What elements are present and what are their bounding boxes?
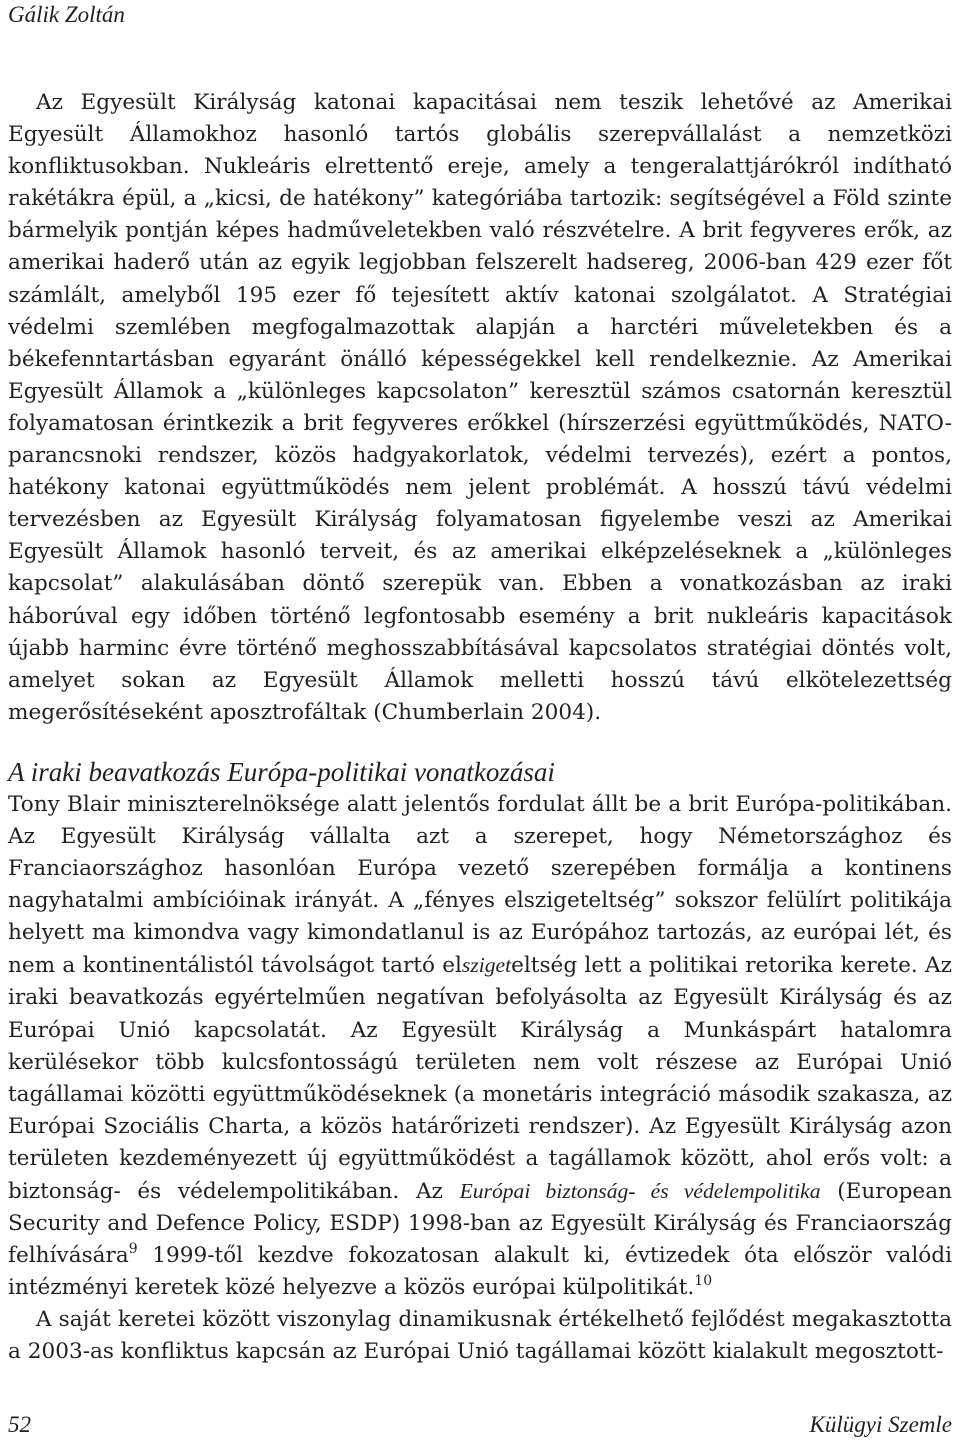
p2-island-italic: sziget xyxy=(461,953,512,978)
footnote-ref-9[interactable]: 9 xyxy=(128,1241,138,1258)
p2-esdp-italic: Európai biztonság- és védelempolitika xyxy=(459,1179,821,1203)
journal-title: Külügyi Szemle xyxy=(809,1412,952,1437)
footnote-ref-10[interactable]: 10 xyxy=(694,1273,713,1290)
section-heading: A iraki beavatkozás Európa-politikai vonatkozásai xyxy=(8,756,555,787)
paragraph-2 xyxy=(8,789,952,1305)
page-number: 52 xyxy=(8,1412,31,1437)
paragraph-1: Az Egyesült Királyság katonai kapacitásai nem teszik lehetővé az Amerikai Egyesült Államokhoz hasonló tartós globális szerepvállalást a nemzetközi konfliktusokban. Nukleáris elrettentő ereje, amely a tengeralattjárókról indítható rakétákra épül, a „kicsi, de hatékony” kategóriába tartozik: segítségével a Föld szinte bármelyik pontján képes hadműveletekben való részvételre. A brit fegyveres erők, az amerikai haderő után az egyik legjobban felszerelt hadsereg, 2006-ban 429 ezer főt számlált, amelyből 195 ezer fő tejesített aktív katonai szolgálatot. A Stratégiai védelmi szemlében megfogalmazottak alapján a harctéri műveletekben és a békefenntartásban egyaránt önálló képességekkel kell rendelkeznie. Az Amerikai Egyesült Államok a „különleges kapcsolaton” keresztül számos csatornán keresztül folyamatosan érintkezik a brit fegyveres erőkkel (hírszerzési együttműködés, NATO-parancsnoki rendszer, közös hadgyakorlatok, védelmi tervezés), ezért a pontos, hatékony katonai együttműködés nem jelent problémát. A hosszú távú védelmi tervezésben az Egyesült Királyság folyamatosan figyelembe veszi az Amerikai Egyesült Államok hasonló terveit, és az amerikai elképzeléseknek a „különleges kapcsolat” alakulásában döntő szerepük van. Ebben a vonatkozásban az iraki háborúval egy időben történő legfontosabb esemény a brit nukleáris kapacitások újabb harminc évre történő meghosszabbításával kapcsolatos stratégiai döntés volt, amelyet sokan az Egyesült Államok melletti hosszú távú elkötelezettség megerősítéseként aposztrofáltak (Chumberlain 2004). xyxy=(8,90,952,725)
running-header: Gálik Zoltán xyxy=(8,2,125,27)
p2-text-b: eltség lett a politikai retorika kerete. Az iraki beavatkozás egyértelműen negatívan befolyásolta az Egyesült Királyság és az Európai Unió kapcsolatát. Az Egyesült Királyság a Munkáspárt hatalomra kerülésekor több kulcsfontosságú területen nem volt részese az Európai Unió tagállamai közötti együttműködéseknek (a monetáris integráció második szakasza, az Európai Szociális Charta, a közös határőrizeti rendszer). Az Egyesült Királyság azon területen kezdeményezett új együttműködést a tagállamok között, ahol erős volt: a biztonság- és védelempolitikában. Az xyxy=(8,953,952,1204)
paragraph-3: A saját keretei között viszonylag dinamikusnak értékelhető fejlődést megakasztotta a 2003-as konfliktus kapcsán az Európai Unió tagállamai között kialakult megosztott- xyxy=(8,1307,952,1365)
p2-text-c: (European Security and Defence Policy, ESDP) 1998-ban az Egyesült Királyság és Franciaország felhívására xyxy=(8,1179,952,1269)
p2-text-a: Tony Blair miniszterelnöksége alatt jelentős fordulat állt be a brit Európa-politikában. Az Egyesült Királyság vállalta azt a szerepet, hogy Németországhoz és Franciaországhoz hasonlóan Európa vezető szerepében formálja a kontinens nagyhatalmi ambícióinak irányát. A „fényes elszigeteltség” sokszor felülírt politikája helyett ma kimondva vagy kimondatlanul is az Európához tartozás, az európai lét, és nem a kontinentálistól távolságot tartó el xyxy=(8,791,952,979)
article-body xyxy=(8,87,952,1369)
p2-text-d: 1999-től kezdve fokozatosan alakult ki, évtizedek óta először valódi intézményi keretek közé helyezve a közös európai külpolitikát. xyxy=(8,1243,952,1301)
